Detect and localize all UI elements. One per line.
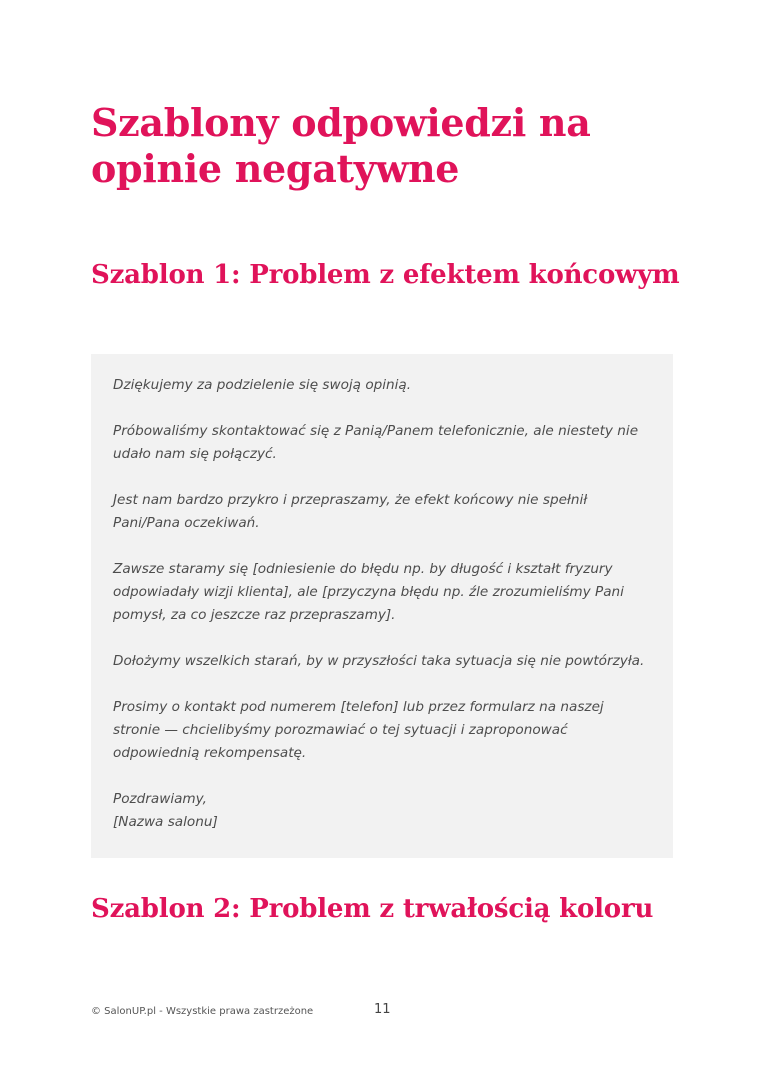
page-title: Szablony odpowiedzi na opinie negatywne <box>91 100 591 191</box>
template-2-heading: Szablon 2: Problem z trwałością koloru <box>91 894 654 924</box>
footer-copyright: © SalonUP.pl - Wszystkie prawa zastrzeżone <box>91 1006 314 1017</box>
page-number: 11 <box>374 1002 391 1017</box>
template-1-paragraph: Dziękujemy za podzielenie się swoją opinią. <box>113 377 412 393</box>
template-1-heading: Szablon 1: Problem z efektem końcowym <box>91 260 680 290</box>
template-1-paragraph: Zawsze staramy się [odniesienie do błędu np. by długość i kształt fryzury odpowiadały wizji klienta], ale [przyczyna błędu np. źle zrozumieliśmy Pani pomysł, za co jeszcze raz przepraszamy]. <box>113 561 624 623</box>
template-1-paragraph: Jest nam bardzo przykro i przepraszamy, że efekt końcowy nie spełnił Pani/Pana oczekiwań. <box>113 492 588 531</box>
template-1-box <box>91 354 673 858</box>
template-1-paragraph: Próbowaliśmy skontaktować się z Panią/Panem telefonicznie, ale niestety nie udało nam się połączyć. <box>113 423 639 462</box>
template-1-paragraph: Dołożymy wszelkich starań, by w przyszłości taka sytuacja się nie powtórzyła. <box>113 653 645 669</box>
template-1-signature: Pozdrawiamy, [Nazwa salonu] <box>113 791 218 830</box>
template-1-paragraph: Prosimy o kontakt pod numerem [telefon] lub przez formularz na naszej stronie — chcielibyśmy porozmawiać o tej sytuacji i zaproponować odpowiednią rekompensatę. <box>113 699 604 761</box>
